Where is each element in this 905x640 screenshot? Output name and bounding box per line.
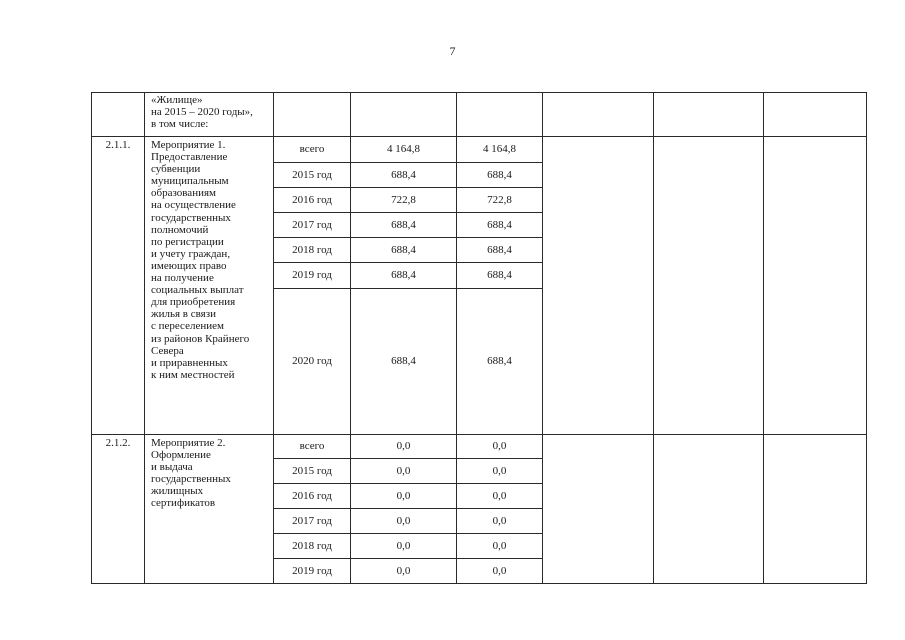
measure1-period-2: 2016 год bbox=[273, 187, 351, 213]
measure1-period-4: 2018 год bbox=[273, 237, 351, 263]
continuation-title-cell: «Жилище» на 2015 – 2020 годы», в том числе: bbox=[144, 92, 274, 137]
measure2-period-0: всего bbox=[273, 434, 351, 459]
measure1-budget-6: 688,4 bbox=[456, 288, 543, 435]
measure2-budget-3: 0,0 bbox=[456, 508, 543, 534]
measure2-code: 2.1.2. bbox=[91, 434, 145, 584]
measure1-budget-0: 4 164,8 bbox=[456, 136, 543, 163]
measure2-budget-1: 0,0 bbox=[456, 458, 543, 484]
measure1-budget-4: 688,4 bbox=[456, 237, 543, 263]
empty-cell bbox=[763, 92, 867, 137]
empty-cell bbox=[456, 92, 543, 137]
empty-cell bbox=[273, 92, 351, 137]
measure2-total-4: 0,0 bbox=[350, 533, 457, 559]
measure2-period-2: 2016 год bbox=[273, 483, 351, 509]
measure2-budget-4: 0,0 bbox=[456, 533, 543, 559]
continuation-code-cell bbox=[91, 92, 145, 137]
measure1-budget-5: 688,4 bbox=[456, 262, 543, 289]
measure1-period-5: 2019 год bbox=[273, 262, 351, 289]
measure2-period-4: 2018 год bbox=[273, 533, 351, 559]
measure1-period-0: всего bbox=[273, 136, 351, 163]
measure2-budget-5: 0,0 bbox=[456, 558, 543, 584]
measure2-total-3: 0,0 bbox=[350, 508, 457, 534]
measure1-total-5: 688,4 bbox=[350, 262, 457, 289]
empty-cell bbox=[350, 92, 457, 137]
measure2-total-1: 0,0 bbox=[350, 458, 457, 484]
page-number: 7 bbox=[449, 44, 456, 58]
measure1-period-3: 2017 год bbox=[273, 212, 351, 238]
empty-cell bbox=[763, 434, 867, 584]
measure1-total-2: 722,8 bbox=[350, 187, 457, 213]
measure1-total-0: 4 164,8 bbox=[350, 136, 457, 163]
measure2-budget-0: 0,0 bbox=[456, 434, 543, 459]
measure2-period-3: 2017 год bbox=[273, 508, 351, 534]
empty-cell bbox=[653, 92, 764, 137]
measure1-budget-1: 688,4 bbox=[456, 162, 543, 188]
measure2-total-2: 0,0 bbox=[350, 483, 457, 509]
empty-cell bbox=[542, 136, 654, 435]
measure1-total-6: 688,4 bbox=[350, 288, 457, 435]
measure1-total-4: 688,4 bbox=[350, 237, 457, 263]
empty-cell bbox=[542, 92, 654, 137]
measure1-budget-3: 688,4 bbox=[456, 212, 543, 238]
measure1-period-1: 2015 год bbox=[273, 162, 351, 188]
empty-cell bbox=[763, 136, 867, 435]
measure1-name: Мероприятие 1. Предоставление субвенции муниципальным образованиям на осуществление государственных полномочий по регистрации и учету граждан, имеющих право на получение социальных выплат для приобретения жилья в связи с переселением из районов Крайнего Севера и приравненных к ним местностей bbox=[144, 136, 274, 435]
measure2-period-1: 2015 год bbox=[273, 458, 351, 484]
measure1-total-3: 688,4 bbox=[350, 212, 457, 238]
empty-cell bbox=[542, 434, 654, 584]
measure1-period-6: 2020 год bbox=[273, 288, 351, 435]
empty-cell bbox=[653, 136, 764, 435]
measure2-name: Мероприятие 2. Оформление и выдача государственных жилищных сертификатов bbox=[144, 434, 274, 584]
measure2-budget-2: 0,0 bbox=[456, 483, 543, 509]
measure1-budget-2: 722,8 bbox=[456, 187, 543, 213]
measure2-total-5: 0,0 bbox=[350, 558, 457, 584]
measure2-period-5: 2019 год bbox=[273, 558, 351, 584]
measure1-code: 2.1.1. bbox=[91, 136, 145, 435]
empty-cell bbox=[653, 434, 764, 584]
measure2-total-0: 0,0 bbox=[350, 434, 457, 459]
measure1-total-1: 688,4 bbox=[350, 162, 457, 188]
